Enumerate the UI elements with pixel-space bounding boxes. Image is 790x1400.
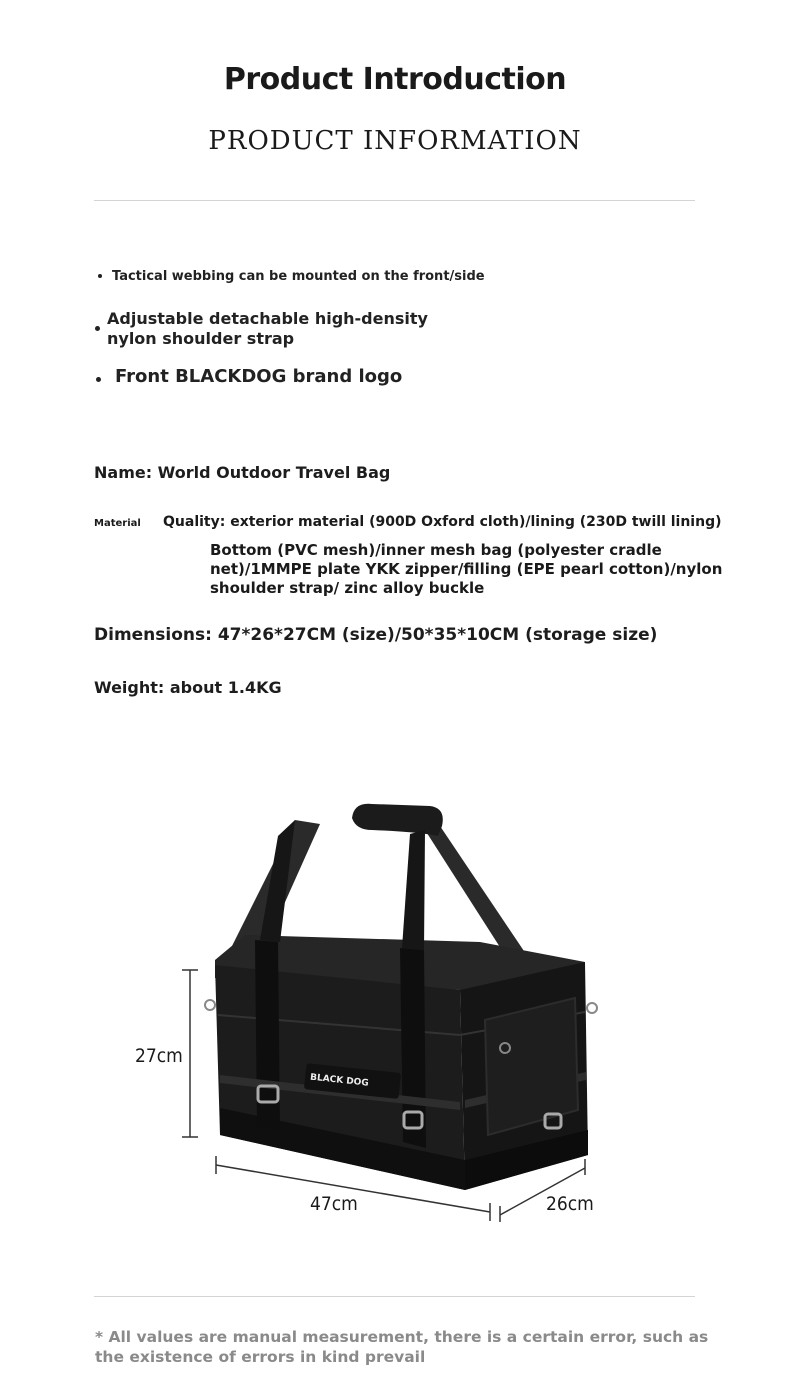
spec-quality: Quality: exterior material (900D Oxford cloth)/lining (230D twill lining) [163,514,722,530]
handle-pad [352,804,443,836]
spec-material-label: Material [94,518,141,529]
top-divider [94,200,695,201]
bottom-divider [94,1296,695,1297]
height-label: 27cm [135,1045,183,1067]
feature-logo: Front BLACKDOG brand logo [115,366,403,387]
product-bag-image [120,790,620,1230]
spec-material-detail: Bottom (PVC mesh)/inner mesh bag (polyester cradle net)/1MMPE plate YKK zipper/filling (EPE pearl cotton)/nylon shoulder strap/ zinc alloy buckle [210,541,723,597]
bullet-dot [95,326,100,331]
bullet-dot [98,274,102,278]
side-pocket [485,998,578,1135]
feature-strap-line1: Adjustable detachable high-density [107,309,428,328]
depth-label: 26cm [546,1193,594,1215]
length-label: 47cm [310,1193,358,1215]
spec-dimensions: Dimensions: 47*26*27CM (size)/50*35*10CM (storage size) [94,625,658,645]
feature-webbing: Tactical webbing can be mounted on the front/side [112,269,485,284]
bullet-dot [96,377,101,382]
page-subtitle: PRODUCT INFORMATION [208,126,582,156]
measurement-footnote: * All values are manual measurement, there is a certain error, such as the existence of errors in kind prevail [95,1328,709,1366]
spec-weight: Weight: about 1.4KG [94,678,282,697]
feature-strap-line2: nylon shoulder strap [107,329,295,348]
page-title: Product Introduction [223,62,567,97]
spec-name: Name: World Outdoor Travel Bag [94,463,391,482]
brand-logo: BLACK DOG [309,1072,370,1089]
